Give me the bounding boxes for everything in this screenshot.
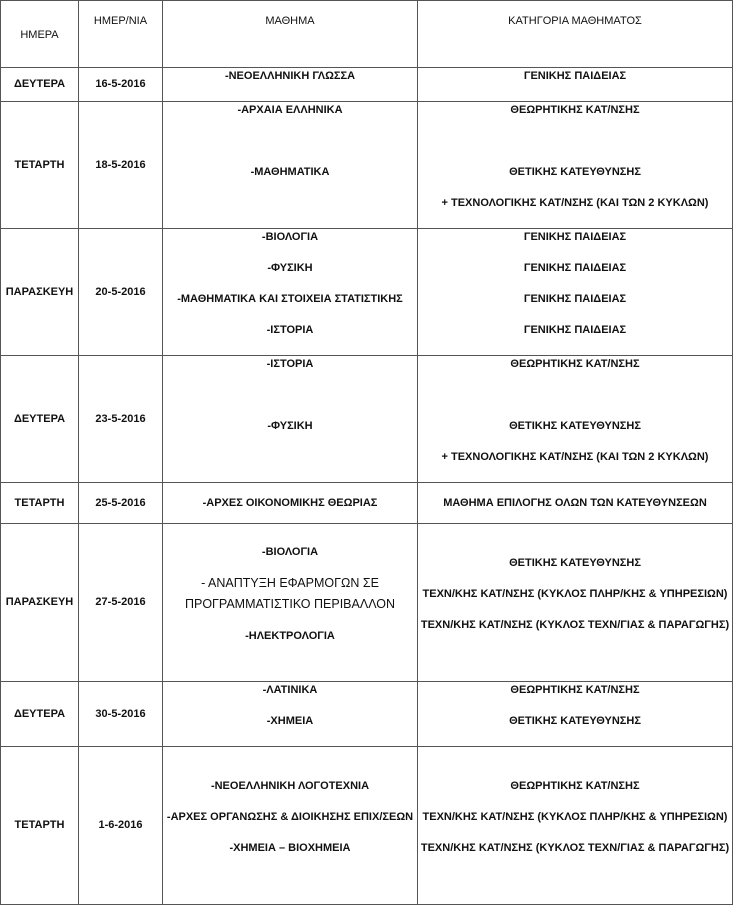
subject-line: - ΑΝΑΠΤΥΞΗ ΕΦΑΡΜΟΓΩΝ ΣΕ — [201, 576, 379, 590]
table-row — [1, 102, 733, 229]
category-line: ΤΕΧΝ/ΚΗΣ ΚΑΤ/ΝΣΗΣ (ΚΥΚΛΟΣ ΠΛΗΡ/ΚΗΣ & ΥΠΗΡΕΣΙΩΝ) — [422, 811, 728, 823]
day-cell: ΤΕΤΑΡΤΗ — [1, 102, 79, 229]
subject-cell — [163, 682, 418, 747]
category-cell — [418, 747, 733, 905]
subject-line: ΠΡΟΓΡΑΜΜΑΤΙΣΤΙΚΟ ΠΕΡΙΒΑΛΛΟΝ — [184, 597, 396, 611]
subject-cell — [163, 524, 418, 682]
category-line: ΘΕΩΡΗΤΙΚΗΣ ΚΑΤ/ΝΣΗΣ — [510, 358, 640, 370]
table-row — [1, 524, 733, 682]
subject-line: -ΒΙΟΛΟΓΙΑ — [261, 231, 319, 243]
category-line: + ΤΕΧΝΟΛΟΓΙΚΗΣ ΚΑΤ/ΝΣΗΣ (ΚΑΙ ΤΩΝ 2 ΚΥΚΛΩΝ) — [441, 197, 709, 209]
table-row — [1, 483, 733, 524]
table-row — [1, 682, 733, 747]
category-line: ΤΕΧΝ/ΚΗΣ ΚΑΤ/ΝΣΗΣ (ΚΥΚΛΟΣ ΠΛΗΡ/ΚΗΣ & ΥΠΗΡΕΣΙΩΝ) — [422, 588, 728, 600]
subject-line: -ΙΣΤΟΡΙΑ — [266, 324, 314, 336]
day-cell: ΠΑΡΑΣΚΕΥΗ — [1, 229, 79, 356]
category-line: ΓΕΝΙΚΗΣ ΠΑΙΔΕΙΑΣ — [523, 70, 627, 82]
subject-line: -ΧΗΜΕΙΑ – ΒΙΟΧΗΜΕΙΑ — [229, 842, 351, 854]
category-line: ΘΕΤΙΚΗΣ ΚΑΤΕΥΘΥΝΣΗΣ — [509, 166, 641, 178]
category-cell — [418, 229, 733, 356]
subject-cell — [163, 229, 418, 356]
category-cell — [418, 682, 733, 747]
category-line: ΓΕΝΙΚΗΣ ΠΑΙΔΕΙΑΣ — [523, 231, 627, 243]
subject-line: -ΒΙΟΛΟΓΙΑ — [261, 546, 319, 558]
category-line: ΘΕΤΙΚΗΣ ΚΑΤΕΥΘΥΝΣΗΣ — [509, 557, 641, 569]
subject-line: -ΑΡΧΑΙΑ ΕΛΛΗΝΙΚΑ — [237, 104, 343, 116]
date-cell: 18-5-2016 — [79, 102, 163, 229]
category-line: + ΤΕΧΝΟΛΟΓΙΚΗΣ ΚΑΤ/ΝΣΗΣ (ΚΑΙ ΤΩΝ 2 ΚΥΚΛΩΝ) — [441, 451, 709, 463]
subject-cell: -ΑΡΧΕΣ ΟΙΚΟΝΟΜΙΚΗΣ ΘΕΩΡΙΑΣ — [163, 483, 418, 524]
subject-line: -ΝΕΟΕΛΛΗΝΙΚΗ ΓΛΩΣΣΑ — [224, 70, 356, 82]
subject-line: -ΑΡΧΕΣ ΟΡΓΑΝΩΣΗΣ & ΔΙΟΙΚΗΣΗΣ ΕΠΙΧ/ΣΕΩΝ — [166, 811, 414, 823]
header-date: ΗΜΕΡ/ΝΙΑ — [79, 1, 163, 68]
date-cell: 1-6-2016 — [79, 747, 163, 905]
subject-line: -ΧΗΜΕΙΑ — [266, 715, 314, 727]
header-row — [1, 1, 733, 68]
header-category: ΚΑΤΗΓΟΡΙΑ ΜΑΘΗΜΑΤΟΣ — [418, 1, 733, 68]
subject-line: -ΛΑΤΙΝΙΚΑ — [262, 684, 318, 696]
table-row — [1, 229, 733, 356]
subject-cell — [163, 747, 418, 905]
subject-line: -ΝΕΟΕΛΛΗΝΙΚΗ ΛΟΓΟΤΕΧΝΙΑ — [210, 780, 370, 792]
category-line: ΘΕΤΙΚΗΣ ΚΑΤΕΥΘΥΝΣΗΣ — [509, 420, 641, 432]
date-cell: 30-5-2016 — [79, 682, 163, 747]
subject-cell — [163, 68, 418, 102]
day-cell: ΤΕΤΑΡΤΗ — [1, 483, 79, 524]
category-cell — [418, 524, 733, 682]
subject-line: -ΜΑΘΗΜΑΤΙΚΑ ΚΑΙ ΣΤΟΙΧΕΙΑ ΣΤΑΤΙΣΤΙΚΗΣ — [177, 293, 403, 305]
date-cell: 23-5-2016 — [79, 356, 163, 483]
day-cell: ΤΕΤΑΡΤΗ — [1, 747, 79, 905]
category-line: ΤΕΧΝ/ΚΗΣ ΚΑΤ/ΝΣΗΣ (ΚΥΚΛΟΣ ΤΕΧΝ/ΓΙΑΣ & ΠΑΡΑΓΩΓΗΣ) — [420, 619, 730, 631]
category-cell: ΜΑΘΗΜΑ ΕΠΙΛΟΓΗΣ ΟΛΩΝ ΤΩΝ ΚΑΤΕΥΘΥΝΣΕΩΝ — [418, 483, 733, 524]
date-cell: 20-5-2016 — [79, 229, 163, 356]
category-cell — [418, 68, 733, 102]
subject-line: -ΗΛΕΚΤΡΟΛΟΓΙΑ — [245, 630, 335, 642]
day-cell: ΔΕΥΤΕΡΑ — [1, 356, 79, 483]
category-line: ΘΕΩΡΗΤΙΚΗΣ ΚΑΤ/ΝΣΗΣ — [510, 684, 640, 696]
date-cell: 25-5-2016 — [79, 483, 163, 524]
header-subject: ΜΑΘΗΜΑ — [163, 1, 418, 68]
subject-line: -ΦΥΣΙΚΗ — [267, 420, 313, 432]
category-line: ΓΕΝΙΚΗΣ ΠΑΙΔΕΙΑΣ — [523, 293, 627, 305]
table-row — [1, 747, 733, 905]
table-row — [1, 356, 733, 483]
date-cell: 27-5-2016 — [79, 524, 163, 682]
day-cell: ΠΑΡΑΣΚΕΥΗ — [1, 524, 79, 682]
category-line: ΘΕΤΙΚΗΣ ΚΑΤΕΥΘΥΝΣΗΣ — [509, 715, 641, 727]
category-line: ΓΕΝΙΚΗΣ ΠΑΙΔΕΙΑΣ — [523, 324, 627, 336]
day-cell: ΔΕΥΤΕΡΑ — [1, 68, 79, 102]
category-cell — [418, 356, 733, 483]
category-line: ΓΕΝΙΚΗΣ ΠΑΙΔΕΙΑΣ — [523, 262, 627, 274]
subject-cell — [163, 102, 418, 229]
category-line: ΘΕΩΡΗΤΙΚΗΣ ΚΑΤ/ΝΣΗΣ — [510, 104, 640, 116]
category-line: ΤΕΧΝ/ΚΗΣ ΚΑΤ/ΝΣΗΣ (ΚΥΚΛΟΣ ΤΕΧΝ/ΓΙΑΣ & ΠΑΡΑΓΩΓΗΣ) — [420, 842, 730, 854]
subject-cell — [163, 356, 418, 483]
subject-line: -ΦΥΣΙΚΗ — [267, 262, 313, 274]
category-cell — [418, 102, 733, 229]
subject-line: -ΙΣΤΟΡΙΑ — [266, 358, 314, 370]
header-day: ΗΜΕΡΑ — [1, 1, 79, 68]
category-line: ΘΕΩΡΗΤΙΚΗΣ ΚΑΤ/ΝΣΗΣ — [510, 780, 640, 792]
subject-line: -ΜΑΘΗΜΑΤΙΚΑ — [250, 166, 330, 178]
date-cell: 16-5-2016 — [79, 68, 163, 102]
table-row — [1, 68, 733, 102]
day-cell: ΔΕΥΤΕΡΑ — [1, 682, 79, 747]
